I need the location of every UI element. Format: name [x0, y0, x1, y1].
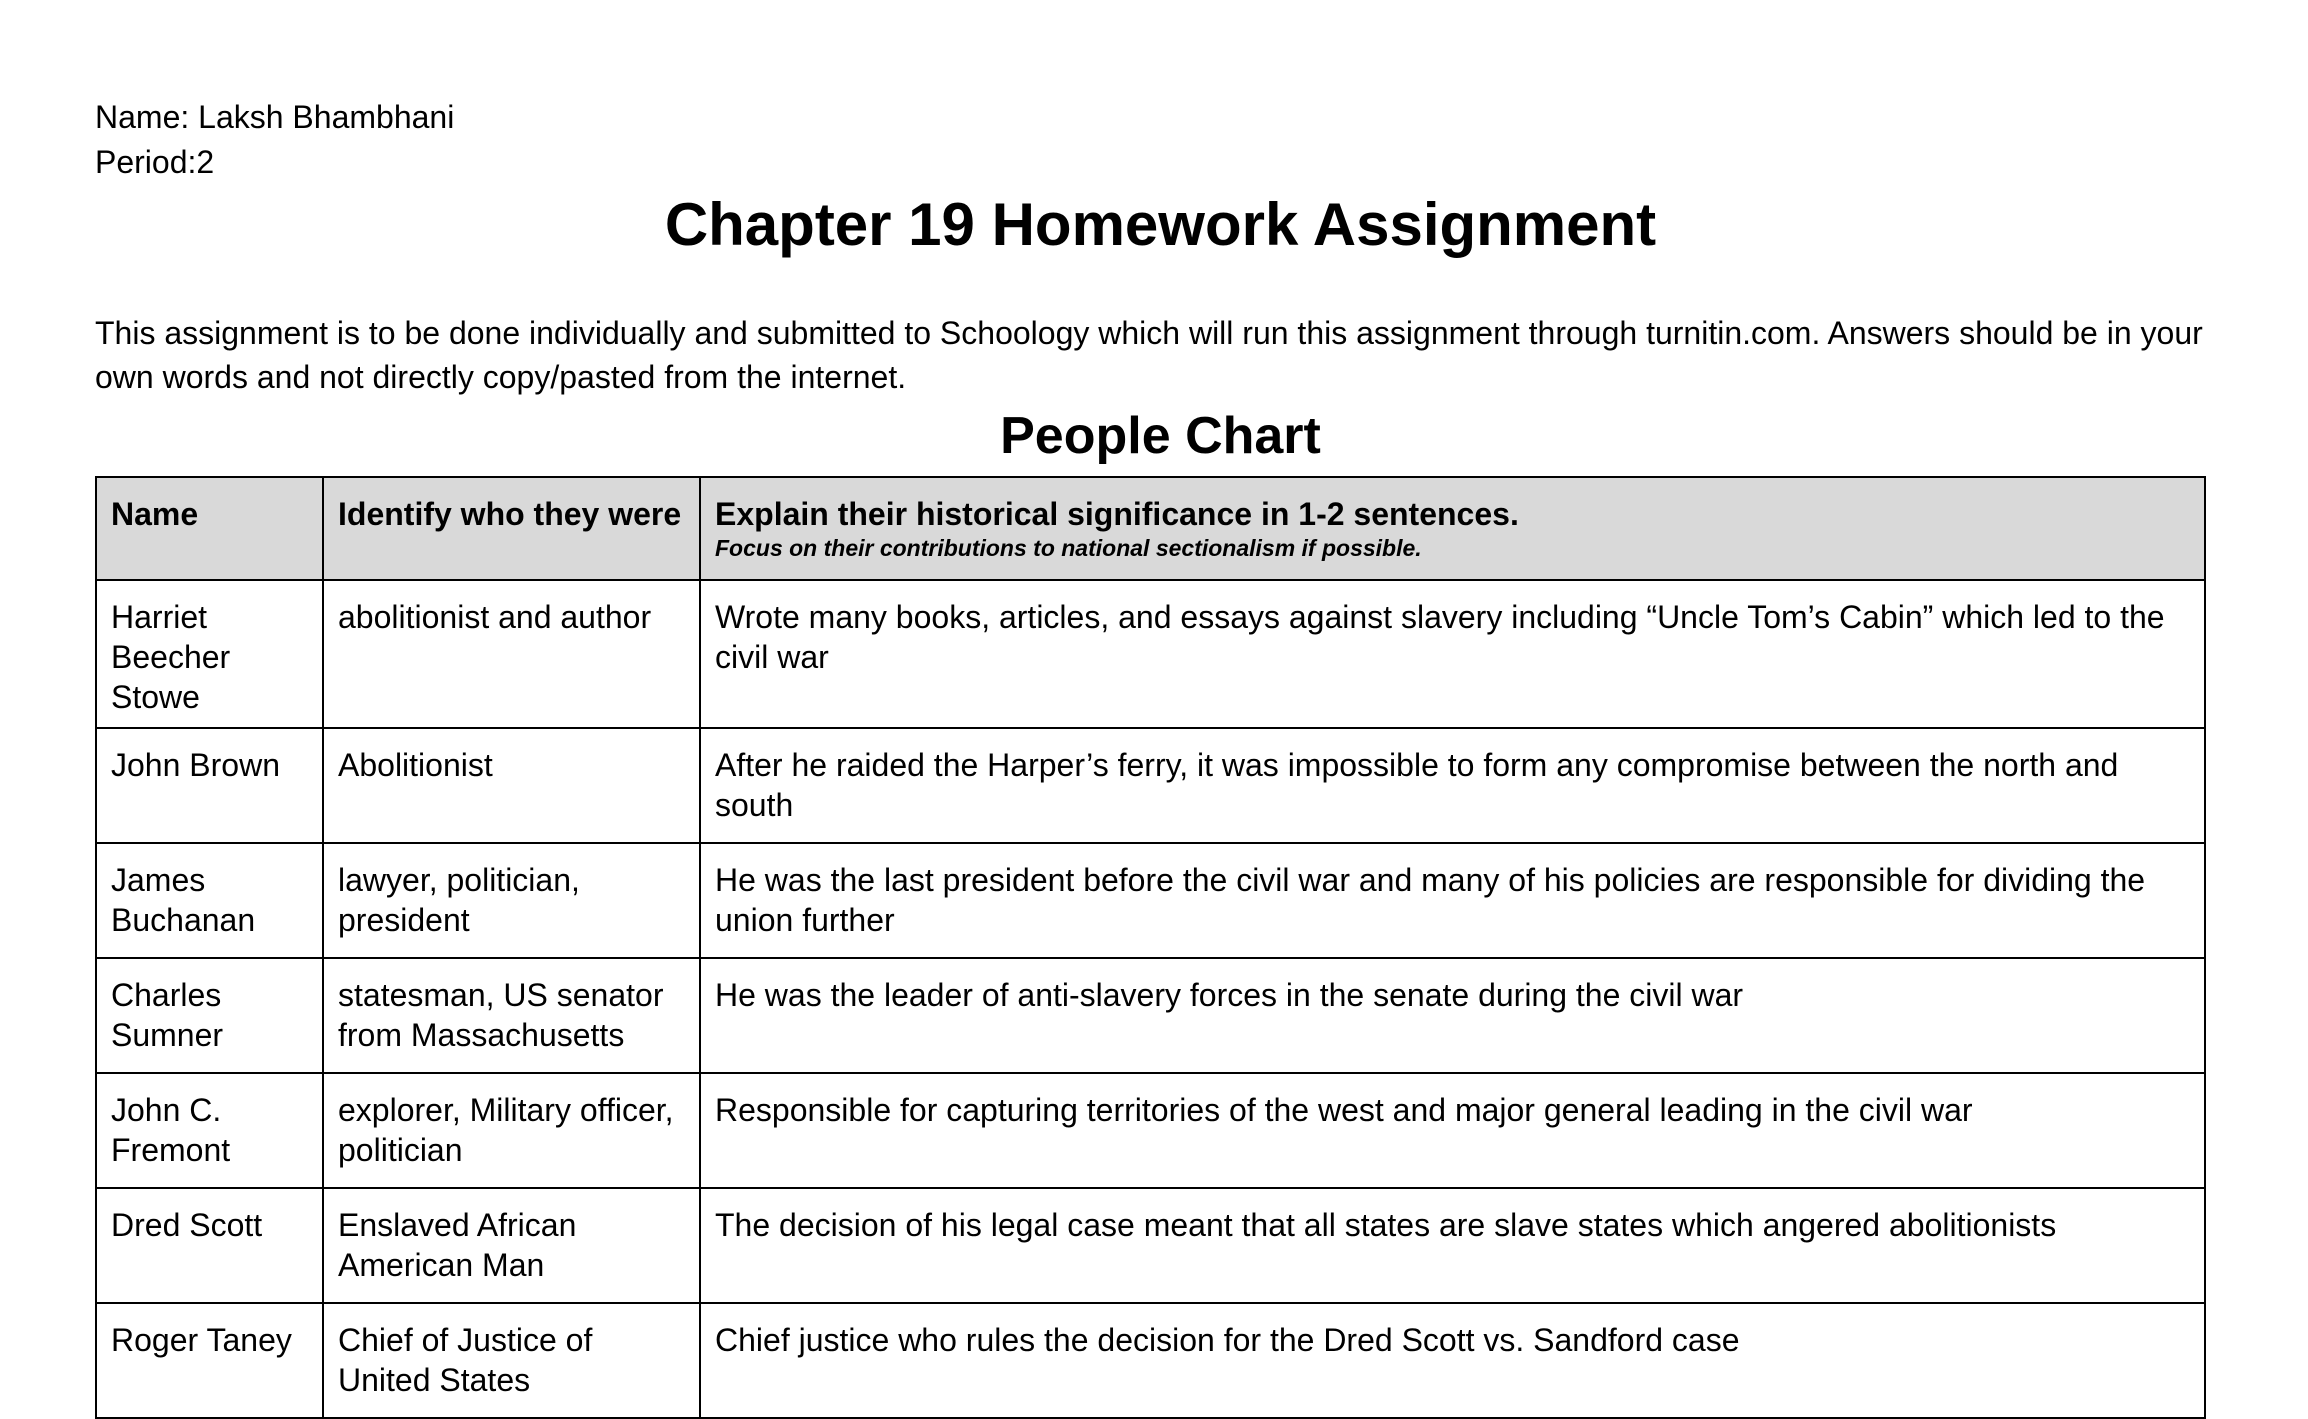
cell-identity: Enslaved African American Man: [323, 1188, 700, 1303]
table-row: [96, 580, 2205, 728]
cell-name: Charles Sumner: [96, 958, 323, 1073]
section-title: People Chart: [1000, 407, 1321, 465]
column-header-significance: [700, 477, 2205, 580]
cell-name: Roger Taney: [96, 1303, 323, 1418]
cell-identity: lawyer, politician, president: [323, 843, 700, 958]
cell-name: John C. Fremont: [96, 1073, 323, 1188]
column-header-name: Name: [96, 477, 323, 580]
cell-name: John Brown: [96, 728, 323, 843]
column-header-identity: Identify who they were: [323, 477, 700, 580]
student-info: [95, 95, 454, 185]
cell-identity: Abolitionist: [323, 728, 700, 843]
cell-significance: The decision of his legal case meant that all states are slave states which angered abolitionists: [700, 1188, 2205, 1303]
people-chart-table: [95, 476, 2206, 1419]
cell-identity: abolitionist and author: [323, 580, 700, 728]
cell-identity: statesman, US senator from Massachusetts: [323, 958, 700, 1073]
table-row: [96, 1303, 2205, 1418]
cell-name: James Buchanan: [96, 843, 323, 958]
cell-identity: explorer, Military officer, politician: [323, 1073, 700, 1188]
cell-significance: Responsible for capturing territories of the west and major general leading in the civil war: [700, 1073, 2205, 1188]
cell-name: Dred Scott: [96, 1188, 323, 1303]
assignment-instructions: This assignment is to be done individually and submitted to Schoology which will run this assignment through turnitin.com. Answers should be in your own words and not directly copy/pasted from the internet.: [95, 315, 2203, 395]
cell-significance: He was the leader of anti-slavery forces in the senate during the civil war: [700, 958, 2205, 1073]
cell-significance: He was the last president before the civil war and many of his policies are responsible for dividing the union further: [700, 843, 2205, 958]
table-row: [96, 1073, 2205, 1188]
cell-significance: Wrote many books, articles, and essays against slavery including “Uncle Tom’s Cabin” which led to the civil war: [700, 580, 2205, 728]
column-header-note: Focus on their contributions to national sectionalism if possible.: [715, 535, 1422, 561]
column-header-significance-label: Explain their historical significance in 1-2 sentences.: [715, 496, 1519, 532]
cell-name: Harriet Beecher Stowe: [96, 580, 323, 728]
cell-significance: After he raided the Harper’s ferry, it was impossible to form any compromise between the north and south: [700, 728, 2205, 843]
cell-significance: Chief justice who rules the decision for the Dred Scott vs. Sandford case: [700, 1303, 2205, 1418]
table-header-row: [96, 477, 2205, 580]
student-period: Period:2: [95, 144, 215, 180]
page-title: Chapter 19 Homework Assignment: [664, 191, 1657, 258]
student-name: Name: Laksh Bhambhani: [95, 99, 455, 135]
cell-identity: Chief of Justice of United States: [323, 1303, 700, 1418]
table-row: [96, 1188, 2205, 1303]
table-row: [96, 728, 2205, 843]
table-row: [96, 843, 2205, 958]
table-row: [96, 958, 2205, 1073]
